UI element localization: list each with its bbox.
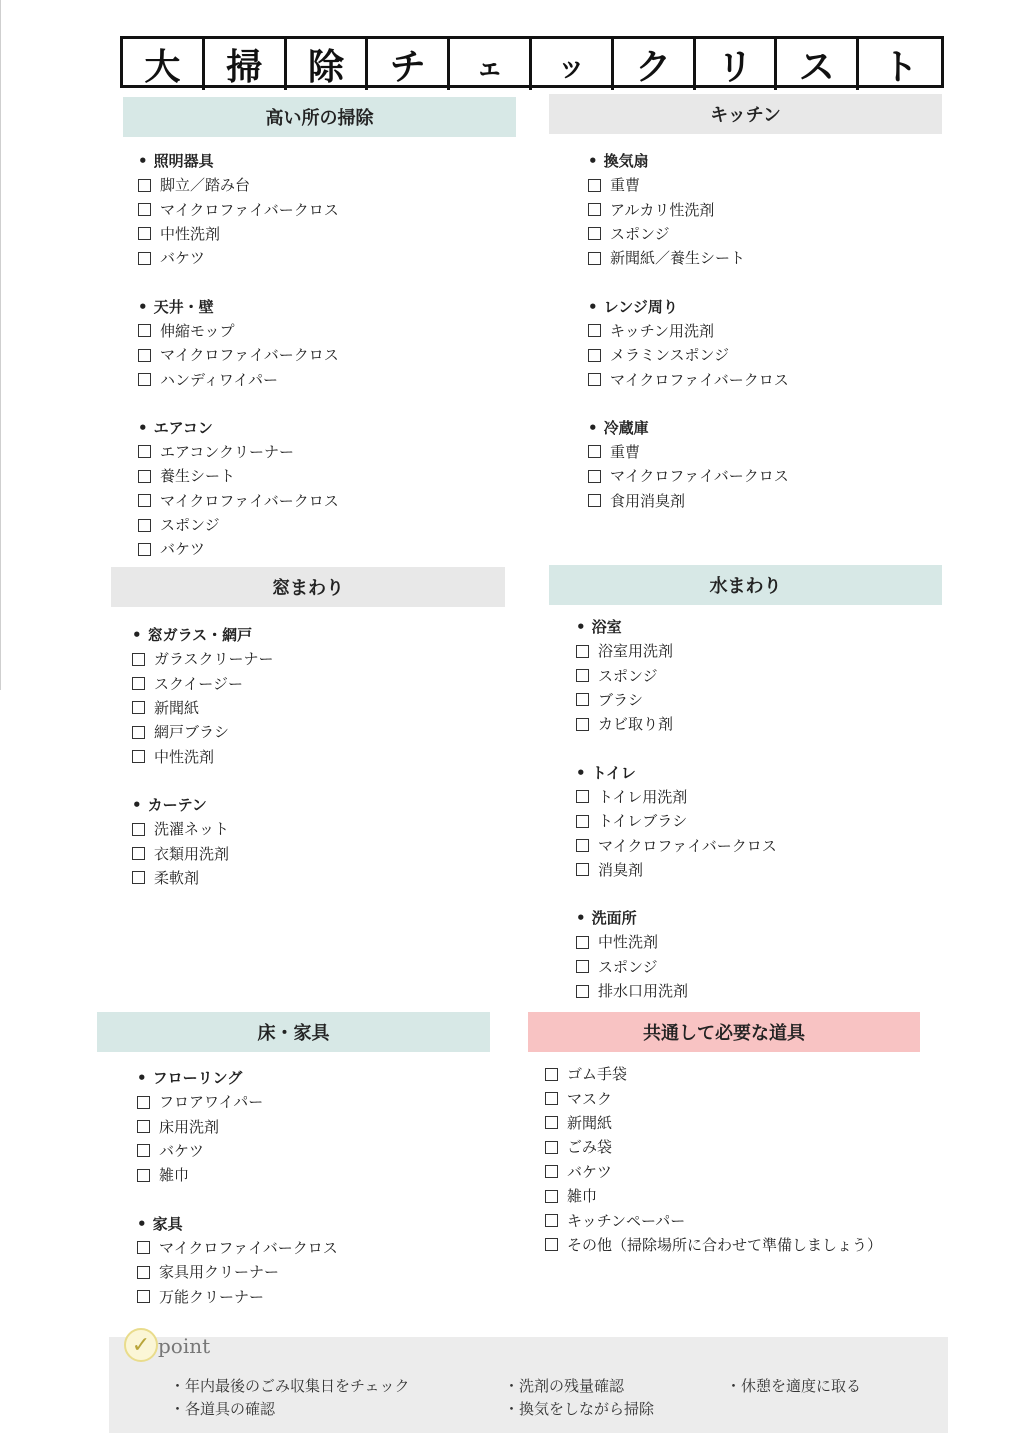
checklist-item[interactable] — [138, 513, 339, 537]
checklist-item-label: 排水口用洗剤 — [598, 982, 689, 1001]
checklist-item[interactable] — [137, 1163, 338, 1187]
checkbox[interactable] — [137, 1096, 150, 1109]
item-group — [588, 149, 789, 271]
checkbox[interactable] — [138, 373, 151, 386]
checkbox[interactable] — [576, 718, 589, 731]
checkbox[interactable] — [138, 227, 151, 240]
title-char: ェ — [450, 39, 532, 90]
checklist-item[interactable] — [137, 1260, 338, 1284]
item-group — [138, 149, 339, 271]
checklist-item[interactable] — [545, 1062, 882, 1086]
bullet-icon: • — [576, 618, 586, 636]
checklist-item[interactable] — [576, 639, 777, 663]
checklist-item[interactable] — [545, 1086, 882, 1110]
checklist-item-label: キッチン用洗剤 — [610, 321, 714, 340]
group-title — [576, 761, 777, 785]
checklist-item[interactable] — [588, 367, 789, 391]
group-title — [132, 623, 274, 647]
checklist-item[interactable] — [132, 841, 274, 865]
checkbox[interactable] — [132, 847, 145, 860]
checklist-item[interactable] — [588, 173, 789, 197]
item-group — [137, 1212, 338, 1309]
item-group — [137, 1066, 338, 1188]
title-char: ク — [614, 39, 696, 90]
title-char: 大 — [123, 39, 205, 90]
item-group — [138, 416, 339, 562]
checkbox[interactable] — [576, 863, 589, 876]
item-group — [576, 906, 777, 1003]
checklist-item[interactable] — [576, 663, 777, 687]
group-title-text: 窓ガラス・網戸 — [147, 626, 253, 644]
checkbox[interactable] — [137, 1266, 150, 1279]
group-title — [588, 149, 789, 173]
checklist-item-label: エアコンクリーナー — [160, 442, 294, 461]
group-title — [576, 615, 777, 639]
checklist-item[interactable] — [576, 688, 777, 712]
check-icon: ✓ — [124, 1328, 158, 1362]
checkbox[interactable] — [576, 839, 589, 852]
group-title-text: 天井・壁 — [153, 297, 214, 316]
checkbox[interactable] — [138, 203, 151, 216]
checklist-item-label: バケツ — [159, 1141, 204, 1160]
checkbox[interactable] — [588, 349, 601, 362]
checklist-item[interactable] — [132, 720, 274, 744]
point-label: point — [158, 1334, 211, 1358]
section-water — [576, 615, 777, 1027]
checklist-item-label: バケツ — [160, 249, 205, 268]
group-title-text: 冷蔵庫 — [603, 418, 649, 437]
checklist-item[interactable] — [138, 173, 339, 197]
checklist-item-label: その他（掃除場所に合わせて準備しましょう） — [567, 1235, 883, 1254]
title-char: リ — [696, 39, 778, 90]
checkbox[interactable] — [138, 445, 151, 458]
section-header-high: 高い所の掃除 — [123, 97, 516, 137]
checkbox[interactable] — [545, 1214, 558, 1227]
checkbox[interactable] — [132, 701, 145, 714]
checklist-item[interactable] — [137, 1236, 338, 1260]
checkbox[interactable] — [132, 677, 145, 690]
section-floor — [137, 1066, 338, 1333]
group-title — [588, 416, 789, 440]
section-common — [545, 1062, 882, 1257]
checkbox[interactable] — [545, 1116, 558, 1129]
group-title — [137, 1066, 338, 1090]
checkbox[interactable] — [138, 470, 151, 483]
checklist-item-label: キッチンペーパー — [567, 1211, 686, 1230]
checklist-item[interactable] — [588, 440, 789, 464]
section-header-common: 共通して必要な道具 — [528, 1012, 920, 1052]
item-group — [588, 416, 789, 513]
checklist-item-label: バケツ — [160, 540, 205, 559]
group-title-text: フローリング — [152, 1069, 243, 1087]
group-title — [138, 295, 339, 319]
checklist-item[interactable] — [545, 1135, 882, 1159]
section-high — [138, 149, 339, 586]
group-title-text: カーテン — [147, 795, 207, 814]
page-edge-line — [0, 0, 1, 690]
checklist-item[interactable] — [132, 866, 274, 890]
checkbox[interactable] — [576, 693, 589, 706]
bullet-icon: • — [576, 909, 586, 928]
section-kitchen — [588, 149, 789, 537]
checklist-item[interactable] — [138, 489, 339, 513]
checklist-item-label: マイクロファイバークロス — [160, 346, 339, 365]
bullet-icon: • — [138, 297, 148, 316]
checklist-item[interactable] — [588, 319, 789, 343]
checkbox[interactable] — [132, 871, 145, 884]
group-title-text: 換気扇 — [603, 152, 649, 170]
group-title-text: トイレ — [591, 763, 636, 782]
item-group — [138, 295, 339, 392]
checklist-item[interactable] — [132, 817, 274, 841]
checkbox[interactable] — [138, 179, 151, 192]
group-title-text: 照明器具 — [153, 152, 214, 170]
checklist-item-label: メラミンスポンジ — [610, 346, 730, 365]
checkbox[interactable] — [588, 324, 601, 337]
checklist-item-label: マスク — [567, 1089, 613, 1108]
bullet-icon: • — [132, 626, 142, 644]
checklist-item-label: スポンジ — [160, 516, 220, 535]
checklist-item[interactable] — [545, 1184, 882, 1208]
checklist-item-label: 雑巾 — [567, 1187, 598, 1206]
checkbox[interactable] — [576, 960, 589, 973]
section-header-window: 窓まわり — [111, 567, 505, 607]
bullet-icon: • — [138, 418, 148, 437]
checkbox[interactable] — [137, 1144, 150, 1157]
tip-item: ・各道具の確認 — [170, 1400, 276, 1418]
checkbox[interactable] — [576, 815, 589, 828]
checklist-item-label: 網戸ブラシ — [154, 723, 230, 742]
checkbox[interactable] — [132, 726, 145, 739]
checklist-item[interactable] — [576, 809, 777, 833]
checklist-item-label: スポンジ — [598, 666, 658, 685]
checklist-item[interactable] — [138, 440, 339, 464]
bullet-icon: • — [588, 418, 598, 437]
checklist-item-label: 新聞紙／養生シート — [610, 249, 746, 268]
checklist-item-label: バケツ — [567, 1162, 612, 1181]
checklist-item-label: 床用洗剤 — [159, 1117, 220, 1136]
title-char: 掃 — [205, 39, 287, 90]
checklist-item[interactable] — [138, 197, 339, 221]
checklist-item[interactable] — [576, 858, 777, 882]
tip-item: ・休憩を適度に取る — [726, 1377, 862, 1395]
checklist-item-label: ハンディワイパー — [160, 370, 279, 389]
bullet-icon: • — [137, 1214, 147, 1233]
checkbox[interactable] — [576, 645, 589, 658]
checkbox[interactable] — [545, 1092, 558, 1105]
checklist-item[interactable] — [138, 367, 339, 391]
checklist-item[interactable] — [588, 343, 789, 367]
checklist-item-label: ゴム手袋 — [567, 1065, 628, 1084]
checklist-item-label: 中性洗剤 — [154, 747, 215, 766]
checklist-item-label: 脚立／踏み台 — [160, 176, 251, 195]
checklist-item-label: トイレ用洗剤 — [598, 787, 688, 806]
tip-item: ・年内最後のごみ収集日をチェック — [170, 1377, 410, 1395]
tip-item: ・洗剤の残量確認 — [504, 1377, 625, 1395]
checklist-item[interactable] — [137, 1090, 338, 1114]
title-char: ト — [882, 47, 919, 88]
checklist-item[interactable] — [588, 197, 789, 221]
checkbox[interactable] — [545, 1238, 558, 1251]
checklist-item-label: 柔軟剤 — [154, 868, 200, 887]
checkbox[interactable] — [545, 1068, 558, 1081]
checklist-item-label: カビ取り剤 — [598, 715, 674, 734]
checklist-item[interactable] — [132, 647, 274, 671]
checklist-item-label: 雑巾 — [159, 1166, 190, 1185]
checkbox[interactable] — [588, 252, 601, 265]
checkbox[interactable] — [138, 494, 151, 507]
checkbox[interactable] — [576, 985, 589, 998]
checklist-item[interactable] — [138, 222, 339, 246]
checkbox[interactable] — [137, 1290, 150, 1303]
checklist-item[interactable] — [576, 979, 777, 1003]
item-group — [132, 793, 274, 890]
group-title-text: 浴室 — [591, 618, 622, 636]
checklist-item-label: マイクロファイバークロス — [610, 370, 789, 389]
checkbox[interactable] — [576, 936, 589, 949]
checklist-item[interactable] — [132, 696, 274, 720]
bullet-icon: • — [588, 152, 598, 170]
group-title — [138, 149, 339, 173]
checklist-item-label: マイクロファイバークロス — [159, 1238, 338, 1257]
checkbox[interactable] — [137, 1241, 150, 1254]
checklist-item[interactable] — [576, 833, 777, 857]
item-group — [576, 615, 777, 737]
checklist-item[interactable] — [138, 537, 339, 561]
checklist-item-label: 衣類用洗剤 — [154, 844, 230, 863]
checklist-item[interactable] — [576, 930, 777, 954]
checklist-item-label: スポンジ — [610, 224, 670, 243]
title-char: 除 — [287, 39, 369, 90]
checkbox[interactable] — [588, 203, 601, 216]
checklist-item[interactable] — [588, 246, 789, 270]
checklist-item-label: マイクロファイバークロス — [610, 467, 789, 486]
checklist-item[interactable] — [132, 745, 274, 769]
checklist-item-label: ブラシ — [598, 690, 644, 709]
checklist-item-label: マイクロファイバークロス — [160, 491, 339, 510]
checklist-item-label: 中性洗剤 — [598, 933, 659, 952]
checklist-item-label: スクイージー — [154, 674, 243, 693]
checklist-item-label: 養生シート — [160, 467, 236, 486]
section-header-floor: 床・家具 — [97, 1012, 490, 1052]
checkbox[interactable] — [545, 1165, 558, 1178]
checkbox[interactable] — [132, 823, 145, 836]
checklist-item[interactable] — [576, 955, 777, 979]
tip-item: ・換気をしながら掃除 — [504, 1400, 655, 1418]
item-group — [576, 761, 777, 883]
checklist-item[interactable] — [588, 222, 789, 246]
checklist-item[interactable] — [545, 1160, 882, 1184]
group-title-text: 洗面所 — [591, 909, 637, 928]
checklist-item[interactable] — [588, 489, 789, 513]
checkbox[interactable] — [588, 227, 601, 240]
group-title-text: エアコン — [153, 418, 213, 437]
checklist-item[interactable] — [138, 343, 339, 367]
group-title — [138, 416, 339, 440]
group-title — [576, 906, 777, 930]
checkbox[interactable] — [138, 324, 151, 337]
checkbox[interactable] — [132, 750, 145, 763]
checklist-item[interactable] — [138, 319, 339, 343]
bullet-icon: • — [132, 795, 142, 814]
checklist-item-label: マイクロファイバークロス — [598, 836, 777, 855]
checklist-item-label: 重曹 — [610, 176, 641, 195]
checkbox[interactable] — [576, 790, 589, 803]
title-char: ッ — [532, 39, 614, 90]
checklist-item[interactable] — [137, 1114, 338, 1138]
checkbox[interactable] — [138, 349, 151, 362]
item-group — [132, 623, 274, 769]
checkbox[interactable] — [137, 1120, 150, 1133]
group-title — [588, 295, 789, 319]
checklist-item[interactable] — [576, 712, 777, 736]
checkbox[interactable] — [132, 653, 145, 666]
checklist-item[interactable] — [588, 464, 789, 488]
checklist-item-label: 新聞紙 — [567, 1113, 613, 1132]
page-title — [120, 36, 944, 88]
checkbox[interactable] — [138, 252, 151, 265]
checklist-item-label: ごみ袋 — [567, 1138, 613, 1157]
checklist-item-label: 浴室用洗剤 — [598, 642, 674, 661]
group-title — [137, 1212, 338, 1236]
group-title-text: 家具 — [152, 1214, 183, 1233]
checklist-item-label: 食用消臭剤 — [610, 491, 686, 510]
checklist-item-label: 家具用クリーナー — [159, 1263, 280, 1282]
checklist-item-label: フロアワイパー — [159, 1093, 264, 1112]
checkbox[interactable] — [588, 470, 601, 483]
checkbox[interactable] — [138, 519, 151, 532]
bullet-icon: • — [138, 152, 148, 170]
checklist-item[interactable] — [545, 1233, 882, 1257]
checklist-item-label: 中性洗剤 — [160, 224, 221, 243]
checklist-item-label: 伸縮モップ — [160, 321, 235, 340]
checkbox[interactable] — [588, 445, 601, 458]
item-group — [588, 295, 789, 392]
checkbox[interactable] — [576, 669, 589, 682]
checklist-item[interactable] — [137, 1284, 338, 1308]
checkbox[interactable] — [588, 494, 601, 507]
checklist-item[interactable] — [137, 1139, 338, 1163]
title-char: ス — [777, 39, 859, 90]
checkbox[interactable] — [588, 373, 601, 386]
section-header-kitchen: キッチン — [549, 94, 942, 134]
group-title — [132, 793, 274, 817]
checkbox[interactable] — [545, 1190, 558, 1203]
checklist-item-label: トイレブラシ — [598, 812, 688, 831]
bullet-icon: • — [576, 763, 586, 782]
bullet-icon: • — [588, 297, 598, 316]
checklist-item-label: スポンジ — [598, 957, 658, 976]
group-title-text: レンジ周り — [603, 297, 678, 316]
checklist-item-label: ガラスクリーナー — [154, 650, 274, 669]
section-header-water: 水まわり — [549, 565, 942, 605]
checklist-item-label: マイクロファイバークロス — [160, 200, 339, 219]
checklist-item-label: 万能クリーナー — [159, 1287, 265, 1306]
checklist-item[interactable] — [138, 464, 339, 488]
checklist-item-label: 新聞紙 — [154, 698, 200, 717]
checklist-item[interactable] — [132, 671, 274, 695]
checklist-item-label: アルカリ性洗剤 — [610, 200, 715, 219]
bullet-icon: • — [137, 1069, 147, 1087]
checklist-item[interactable] — [138, 246, 339, 270]
checkbox[interactable] — [137, 1169, 150, 1182]
checklist-item[interactable] — [576, 785, 777, 809]
checkbox[interactable] — [588, 179, 601, 192]
title-char: チ — [368, 39, 450, 90]
checklist-item-label: 消臭剤 — [598, 860, 644, 879]
checklist-item[interactable] — [545, 1111, 882, 1135]
checklist-item-label: 重曹 — [610, 442, 641, 461]
checklist-item[interactable] — [545, 1208, 882, 1232]
checkbox[interactable] — [138, 543, 151, 556]
checkbox[interactable] — [545, 1141, 558, 1154]
checklist-item-label: 洗濯ネット — [154, 820, 230, 839]
section-window — [132, 623, 274, 914]
